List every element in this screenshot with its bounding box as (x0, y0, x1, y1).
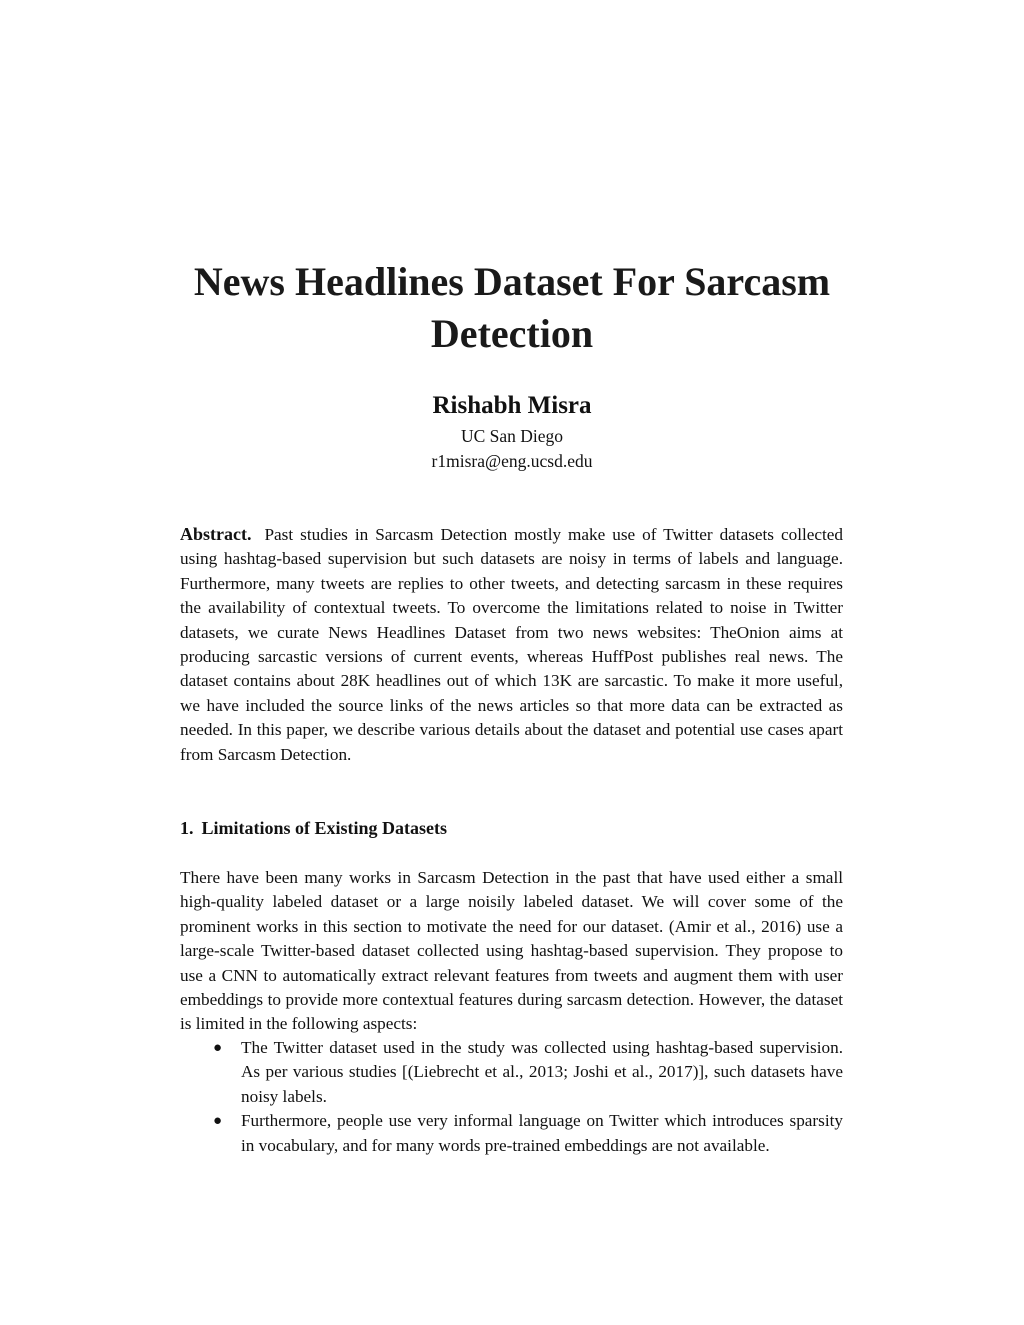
bullet-icon: ● (213, 1040, 223, 1056)
paper-title: News Headlines Dataset For Sarcasm Detection (193, 259, 831, 356)
author-name: Rishabh Misra (432, 392, 592, 419)
section-number: 1. (180, 818, 194, 838)
list-item (180, 1036, 843, 1109)
bullet-text: The Twitter dataset used in the study was collected using hashtag-based supervision. As per various studies [(Liebrecht et al., 2013; Joshi et al., 2017)], such datasets have noisy labels. (241, 1038, 843, 1106)
author-email: r1misra@eng.ucsd.edu (431, 451, 593, 471)
list-item (180, 1109, 843, 1158)
abstract-text: Past studies in Sarcasm Detection mostly make use of Twitter datasets collected using hashtag-based supervision but such datasets are noisy in terms of labels and language. Furthermore, many tweets are replies to other tweets, and detecting sarcasm in these requires the availability of contextual tweets. To overcome the limitations related to noise in Twitter datasets, we curate News Headlines Dataset from two news websites: TheOnion aims at producing sarcastic versions of current events, whereas HuffPost publishes real news. The dataset contains about 28K headlines out of which 13K are sarcastic. To make it more useful, we have included the source links of the news articles so that more data can be extracted as needed. In this paper, we describe various details about the dataset and potential use cases apart from Sarcasm Detection. (180, 525, 843, 764)
author-block (312, 391, 712, 474)
bullet-icon: ● (213, 1113, 223, 1130)
section-title: Limitations of Existing Datasets (201, 818, 448, 838)
abstract-label: Abstract. (180, 524, 252, 544)
bullet-list (180, 1036, 843, 1158)
section-paragraph: There have been many works in Sarcasm Detection in the past that have used either a small high-quality labeled dataset or a large noisily labeled dataset. We will cover some of the prominent works in this section to motivate the need for our dataset. (Amir et al., 2016) use a large-scale Twitter-based dataset collected using hashtag-based supervision. They propose to use a CNN to automatically extract relevant features from tweets and augment them with user embeddings to provide more contextual features during sarcasm detection. However, the dataset is limited in the following aspects: (180, 868, 843, 1034)
abstract (180, 522, 843, 767)
bullet-text: Furthermore, people use very informal language on Twitter which introduces sparsity in vocabulary, and for many words pre-trained embeddings are not available. (241, 1111, 843, 1155)
author-affiliation: UC San Diego (460, 426, 564, 446)
section-heading (180, 815, 447, 841)
